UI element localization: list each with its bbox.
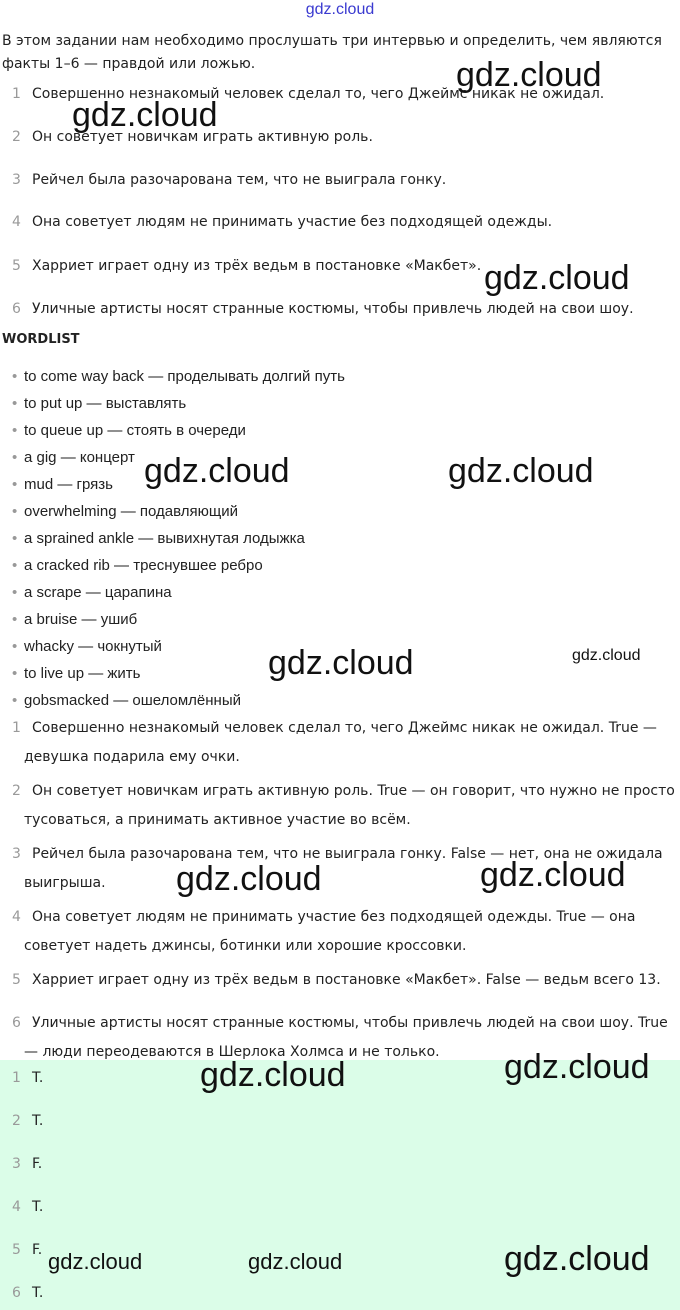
answer-value: T. [32,1113,44,1129]
bullet-icon: • [12,530,18,547]
wordlist-item [12,692,241,709]
explanation-item [12,903,680,961]
explanation-item [12,966,680,995]
answer-key-item [12,1113,43,1129]
explanation-line: — люди переодеваются в Шерлока Холмса и не только. [24,1044,440,1060]
item-number: 6 [12,1015,21,1031]
watermark: gdz.cloud [176,860,322,898]
watermark: gdz.cloud [456,56,602,94]
watermark: gdz.cloud [480,856,626,894]
bullet-icon: • [12,449,18,466]
statement-text: Совершенно незнакомый человек сделал то, чего Джеймс никак не ожидал. [32,86,605,102]
task-intro: В этом задании нам необходимо прослушать три интервью и определить, чем являются факты 1–6 — правдой или ложью. [2,33,662,72]
answer-key-item [12,1070,43,1086]
wordlist-item [12,665,140,682]
bullet-icon: • [12,395,18,412]
bullet-icon: • [12,638,18,655]
bullet-icon: • [12,503,18,520]
explanation-line: Харриет играет одну из трёх ведьм в постановке «Макбет». False — ведьм всего 13. [32,972,661,988]
statement-text: Она советует людям не принимать участие без подходящей одежды. [32,214,553,230]
wordlist-item [12,584,172,601]
statement-text: Харриет играет одну из трёх ведьм в постановке «Макбет». [32,258,482,274]
bullet-icon: • [12,422,18,439]
explanation-line: Рейчел была разочарована тем, что не выиграла гонку. False — нет, она не ожидала [32,846,663,862]
bullet-icon: • [12,665,18,682]
item-number: 5 [12,972,21,988]
watermark: gdz.cloud [484,259,630,297]
bullet-icon: • [12,557,18,574]
watermark: gdz.cloud [268,644,414,682]
wordlist-text: gobsmacked — ошеломлённый [24,692,242,709]
wordlist-text: a bruise — ушиб [24,611,138,628]
explanation-line: Уличные артисты носят странные костюмы, чтобы привлечь людей на свои шоу. True [32,1015,668,1031]
item-number: 4 [12,1199,21,1215]
wordlist-item [12,476,113,493]
wordlist-item [12,611,137,628]
item-number: 3 [12,846,21,862]
explanation-line: советует надеть джинсы, ботинки или хорошие кроссовки. [24,938,467,954]
wordlist-text: a sprained ankle — вывихнутая лодыжка [24,530,305,547]
bullet-icon: • [12,584,18,601]
bullet-icon: • [12,692,18,709]
answer-value: F. [32,1242,43,1258]
watermark: gdz.cloud [248,1249,343,1274]
statement-item [12,258,481,274]
item-number: 2 [12,1113,21,1129]
explanation-line: Она советует людям не принимать участие без подходящей одежды. True — она [32,909,636,925]
answer-value: F. [32,1156,43,1172]
explanation-line: Он советует новичкам играть активную роль. True — он говорит, что нужно не просто [32,783,675,799]
item-number: 2 [12,783,21,799]
wordlist-item [12,395,186,412]
item-number: 3 [12,1156,21,1172]
answer-key-item [12,1242,42,1258]
wordlist-item [12,449,135,466]
item-number: 4 [12,909,21,925]
item-number: 5 [12,1242,21,1258]
item-number: 6 [12,301,21,317]
bullet-icon: • [12,368,18,385]
answer-key-item [12,1156,42,1172]
wordlist-item [12,422,246,439]
item-number: 1 [12,720,21,736]
watermark: gdz.cloud [448,452,594,490]
statement-item [12,172,446,188]
wordlist-item [12,530,305,547]
site-header-mark[interactable]: gdz.cloud [305,1,375,18]
statement-text: Уличные артисты носят странные костюмы, чтобы привлечь людей на свои шоу. [32,301,634,317]
bullet-icon: • [12,476,18,493]
item-number: 6 [12,1285,21,1301]
wordlist-text: a scrape — царапина [24,584,172,601]
item-number: 1 [12,1070,21,1086]
wordlist-item [12,557,263,574]
explanation-line: выигрыша. [24,875,106,891]
explanation-line: девушка подарила ему очки. [24,749,240,765]
wordlist-item [12,368,345,385]
answer-key-item [12,1285,43,1301]
watermark: gdz.cloud [144,452,290,490]
explanation-item [12,714,680,772]
wordlist-heading: WORDLIST [2,332,80,347]
answer-key-item [12,1199,43,1215]
wordlist-item [12,503,238,520]
wordlist-text: whacky — чокнутый [24,638,162,655]
watermark: gdz.cloud [48,1249,143,1274]
watermark: gdz.cloud [504,1240,650,1278]
item-number: 4 [12,214,21,230]
watermark: gdz.cloud [72,96,218,134]
explanation-line: Совершенно незнакомый человек сделал то, чего Джеймс никак не ожидал. True — [32,720,657,736]
explanation-line: тусоваться, а принимать активное участие во всём. [24,812,411,828]
item-number: 3 [12,172,21,188]
item-number: 2 [12,129,21,145]
answer-value: T. [32,1070,44,1086]
wordlist-text: to live up — жить [24,665,141,682]
wordlist-text: to queue up — стоять в очереди [24,422,246,439]
statement-item [12,301,634,317]
explanation-item [12,777,680,835]
watermark: gdz.cloud [504,1048,650,1086]
wordlist-text: to put up — выставлять [24,395,187,412]
wordlist-item [12,638,162,655]
wordlist-text: mud — грязь [24,476,113,493]
statement-text: Рейчел была разочарована тем, что не выиграла гонку. [32,172,447,188]
statement-text: Он советует новичкам играть активную роль. [32,129,373,145]
item-number: 5 [12,258,21,274]
wordlist-text: overwhelming — подавляющий [24,503,238,520]
wordlist-text: a cracked rib — треснувшее ребро [24,557,263,574]
item-number: 1 [12,86,21,102]
answer-value: T. [32,1285,44,1301]
answer-value: T. [32,1199,44,1215]
watermark: gdz.cloud [572,647,641,664]
wordlist-text: to come way back — проделывать долгий путь [24,368,345,385]
wordlist-text: a gig — концерт [24,449,135,466]
watermark: gdz.cloud [200,1056,346,1094]
statement-item [12,214,552,230]
bullet-icon: • [12,611,18,628]
